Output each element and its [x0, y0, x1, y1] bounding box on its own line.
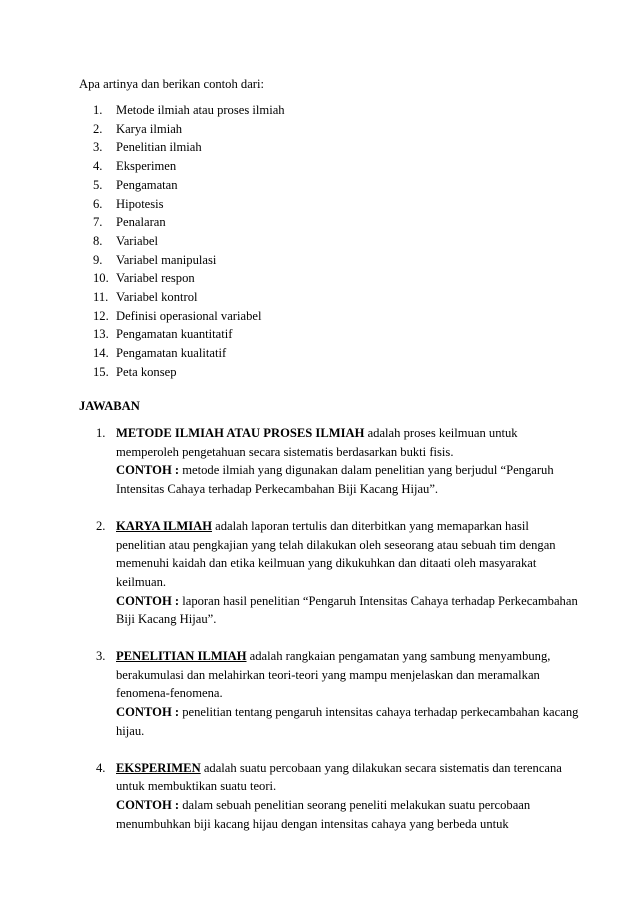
list-item-number: 9. [93, 252, 103, 267]
list-item-number: 1. [93, 103, 103, 117]
answer-number: 2. [96, 518, 106, 533]
answer-item [79, 759, 579, 834]
list-item-number: 8. [93, 233, 103, 248]
answer-term: PENELITIAN ILMIAH [116, 649, 247, 664]
answer-term: EKSPERIMEN [116, 760, 201, 775]
list-item-text: Variabel [116, 233, 158, 248]
answer-heading: JAWABAN [79, 399, 140, 413]
list-item-text: Variabel manipulasi [116, 252, 217, 267]
answer-example [116, 703, 579, 740]
answer-example [116, 592, 579, 629]
answer-definition-text: adalah proses keilmuan untuk memperoleh pengetahuan secara sistematis berdasarkan bukti fisis. [116, 426, 518, 459]
list-item-number: 4. [93, 159, 103, 174]
list-item-text: Hipotesis [116, 196, 164, 211]
example-label: CONTOH : [116, 463, 180, 478]
list-item [79, 157, 285, 176]
answer-definition-text: adalah rangkaian pengamatan yang sambung menyambung, berakumulasi dan melahirkan teori-teori yang mampu menjelaskan dan meramalkan fenomena-fenomena. [116, 649, 551, 701]
list-item [79, 120, 285, 139]
list-item-text: Pengamatan kualitatif [116, 346, 227, 361]
answer-item [79, 517, 579, 629]
question-list [79, 101, 285, 382]
list-item [79, 344, 285, 363]
answer-number: 3. [96, 649, 106, 664]
list-item-text: Variabel kontrol [116, 290, 198, 305]
list-item [79, 325, 285, 344]
list-item-text: Variabel respon [116, 271, 195, 286]
list-item-number: 15. [93, 364, 109, 379]
list-item-text: Peta konsep [116, 364, 177, 379]
answer-term: METODE ILMIAH ATAU PROSES ILMIAH [116, 426, 365, 440]
list-item [79, 251, 285, 270]
list-item-text: Karya ilmiah [116, 121, 183, 136]
intro-text: Apa artinya dan berikan contoh dari: [79, 77, 264, 91]
example-label: CONTOH : [116, 593, 180, 608]
answer-definition [116, 647, 579, 703]
answer-definition [116, 424, 579, 461]
answer-list [79, 424, 579, 851]
answer-definition [116, 759, 579, 796]
answer-number: 4. [96, 760, 106, 775]
list-item-number: 14. [93, 346, 109, 361]
example-text: metode ilmiah yang digunakan dalam penelitian yang berjudul “Pengaruh Intensitas Cahaya terhadap Perkecambahan Biji Kacang Hijau”. [116, 463, 554, 497]
list-item-text: Definisi operasional variabel [116, 308, 262, 323]
list-item [79, 307, 285, 326]
list-item-number: 12. [93, 308, 109, 323]
example-text: laporan hasil penelitian “Pengaruh Intensitas Cahaya terhadap Perkecambahan Biji Kacang Hijau”. [116, 593, 578, 627]
list-item-number: 7. [93, 215, 103, 230]
example-label: CONTOH : [116, 797, 180, 812]
list-item [79, 288, 285, 307]
list-item-number: 6. [93, 196, 103, 211]
list-item-text: Penalaran [116, 215, 166, 230]
list-item-number: 11. [93, 290, 109, 305]
list-item-number: 3. [93, 140, 103, 155]
list-item-text: Eksperimen [116, 159, 177, 174]
list-item-number: 5. [93, 177, 103, 192]
answer-definition-text: adalah suatu percobaan yang dilakukan secara sistematis dan terencana untuk membuktikan suatu teori. [116, 760, 562, 794]
answer-definition-text: adalah laporan tertulis dan diterbitkan yang memaparkan hasil penelitian atau pengkajian yang telah dilakukan oleh seseorang atau sebuah tim dengan memenuhi kaidah dan etika keilmuan yang dikukuhkan dan ditaati oleh masyarakat keilmuan. [116, 518, 556, 589]
answer-example [116, 796, 579, 833]
answer-item [79, 424, 579, 499]
list-item [79, 101, 285, 120]
answer-definition [116, 517, 579, 592]
list-item [79, 176, 285, 195]
list-item-text: Pengamatan kuantitatif [116, 327, 233, 342]
answer-item [79, 647, 579, 741]
list-item [79, 213, 285, 232]
list-item-number: 13. [93, 327, 109, 342]
answer-example [116, 461, 579, 498]
list-item-text: Pengamatan [116, 177, 178, 192]
list-item [79, 363, 285, 382]
list-item [79, 269, 285, 288]
answer-number: 1. [96, 426, 106, 440]
example-text: dalam sebuah penelitian seorang peneliti melakukan suatu percobaan menumbuhkan biji kacang hijau dengan intensitas cahaya yang berbeda untuk [116, 797, 531, 831]
list-item [79, 232, 285, 251]
list-item [79, 138, 285, 157]
example-label: CONTOH : [116, 705, 180, 720]
answer-term: KARYA ILMIAH [116, 518, 213, 533]
list-item-number: 2. [93, 121, 103, 136]
list-item-number: 10. [93, 271, 109, 286]
list-item-text: Metode ilmiah atau proses ilmiah [116, 103, 285, 117]
example-text: penelitian tentang pengaruh intensitas cahaya terhadap perkecambahan kacang hijau. [116, 705, 579, 738]
list-item-text: Penelitian ilmiah [116, 140, 202, 155]
list-item [79, 195, 285, 214]
